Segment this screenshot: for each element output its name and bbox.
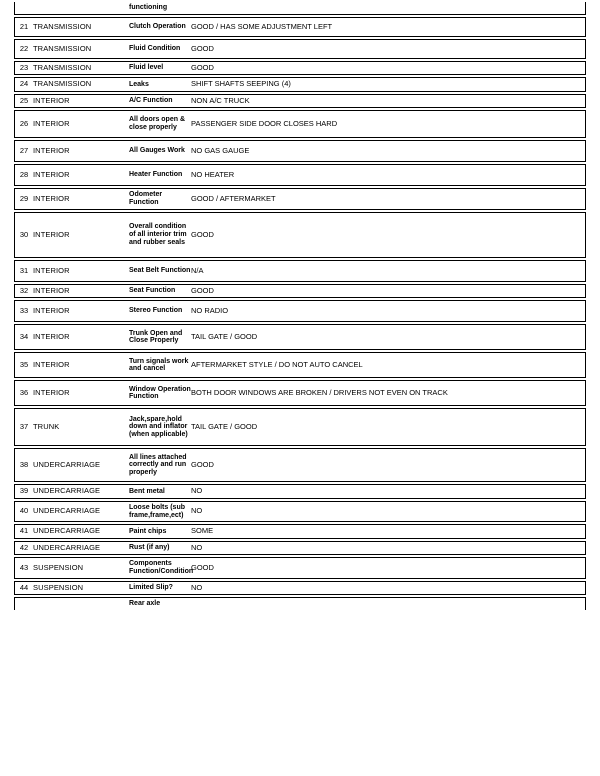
table-row bbox=[14, 61, 586, 75]
row-note: GOOD / HAS SOME ADJUSTMENT LEFT bbox=[191, 17, 586, 37]
row-item: Odometer Function bbox=[129, 188, 191, 210]
row-item: Stereo Function bbox=[129, 300, 191, 322]
row-item: Heater Function bbox=[129, 164, 191, 186]
row-note: NO RADIO bbox=[191, 300, 586, 322]
table-row bbox=[14, 164, 586, 186]
row-note bbox=[191, 597, 586, 610]
inspection-table bbox=[14, 0, 586, 612]
row-item: Overall condition of all interior trim and rubber seals bbox=[129, 212, 191, 258]
row-note: GOOD bbox=[191, 448, 586, 482]
table-row bbox=[14, 94, 586, 108]
row-item: Clutch Operation bbox=[129, 17, 191, 37]
row-item: Loose bolts (sub frame,frame,ect) bbox=[129, 501, 191, 523]
row-system: SUSPENSION bbox=[33, 581, 129, 595]
row-note: GOOD / AFTERMARKET bbox=[191, 188, 586, 210]
row-note: NON A/C TRUCK bbox=[191, 94, 586, 108]
row-note: NO GAS GAUGE bbox=[191, 140, 586, 162]
row-system bbox=[33, 597, 129, 610]
row-note: GOOD bbox=[191, 212, 586, 258]
row-note: NO bbox=[191, 501, 586, 523]
row-number: 34 bbox=[14, 324, 33, 350]
table-row bbox=[14, 284, 586, 298]
row-number: 23 bbox=[14, 61, 33, 75]
row-item: Fluid level bbox=[129, 61, 191, 75]
row-system: TRANSMISSION bbox=[33, 61, 129, 75]
row-item: Rear axle bbox=[129, 597, 191, 610]
row-item: Rust (if any) bbox=[129, 541, 191, 555]
row-system bbox=[33, 2, 129, 15]
row-system: UNDERCARRIAGE bbox=[33, 541, 129, 555]
row-note: TAIL GATE / GOOD bbox=[191, 408, 586, 446]
row-note: PASSENGER SIDE DOOR CLOSES HARD bbox=[191, 110, 586, 138]
row-number: 36 bbox=[14, 380, 33, 406]
row-item: Limited Slip? bbox=[129, 581, 191, 595]
row-system: TRANSMISSION bbox=[33, 17, 129, 37]
table-row bbox=[14, 501, 586, 523]
table-row bbox=[14, 17, 586, 37]
table-row bbox=[14, 140, 586, 162]
row-number: 22 bbox=[14, 39, 33, 59]
table-row bbox=[14, 408, 586, 446]
row-system: TRANSMISSION bbox=[33, 39, 129, 59]
row-system: INTERIOR bbox=[33, 324, 129, 350]
row-note: NO HEATER bbox=[191, 164, 586, 186]
row-system: INTERIOR bbox=[33, 94, 129, 108]
row-number: 27 bbox=[14, 140, 33, 162]
row-number: 40 bbox=[14, 501, 33, 523]
table-row bbox=[14, 260, 586, 282]
row-note: GOOD bbox=[191, 61, 586, 75]
table-row bbox=[14, 77, 586, 91]
row-item: Window Operation Function bbox=[129, 380, 191, 406]
row-item: Fluid Condition bbox=[129, 39, 191, 59]
row-number: 33 bbox=[14, 300, 33, 322]
row-number: 32 bbox=[14, 284, 33, 298]
row-system: INTERIOR bbox=[33, 380, 129, 406]
row-note: NO bbox=[191, 484, 586, 498]
row-item: functioning bbox=[129, 2, 191, 15]
row-note: N/A bbox=[191, 260, 586, 282]
row-system: UNDERCARRIAGE bbox=[33, 448, 129, 482]
row-note: GOOD bbox=[191, 557, 586, 579]
table-row bbox=[14, 581, 586, 595]
row-number: 35 bbox=[14, 352, 33, 378]
row-number: 26 bbox=[14, 110, 33, 138]
table-row bbox=[14, 380, 586, 406]
table-row bbox=[14, 300, 586, 322]
row-note: TAIL GATE / GOOD bbox=[191, 324, 586, 350]
row-system: INTERIOR bbox=[33, 300, 129, 322]
row-system: INTERIOR bbox=[33, 110, 129, 138]
row-item: All Gauges Work bbox=[129, 140, 191, 162]
row-item: All lines attached correctly and run properly bbox=[129, 448, 191, 482]
row-system: TRANSMISSION bbox=[33, 77, 129, 91]
row-number: 29 bbox=[14, 188, 33, 210]
table-row-partial-top bbox=[14, 2, 586, 15]
row-system: INTERIOR bbox=[33, 188, 129, 210]
row-item: Jack,spare,hold down and inflator (when applicable) bbox=[129, 408, 191, 446]
row-system: INTERIOR bbox=[33, 260, 129, 282]
row-number: 30 bbox=[14, 212, 33, 258]
row-system: INTERIOR bbox=[33, 284, 129, 298]
row-note: NO bbox=[191, 541, 586, 555]
row-system: INTERIOR bbox=[33, 212, 129, 258]
row-number bbox=[14, 597, 33, 610]
row-note: BOTH DOOR WINDOWS ARE BROKEN / DRIVERS NOT EVEN ON TRACK bbox=[191, 380, 586, 406]
table-row bbox=[14, 484, 586, 498]
row-number: 24 bbox=[14, 77, 33, 91]
table-row bbox=[14, 541, 586, 555]
table-row bbox=[14, 188, 586, 210]
inspection-table-body bbox=[14, 2, 586, 610]
row-number bbox=[14, 2, 33, 15]
row-number: 42 bbox=[14, 541, 33, 555]
table-row bbox=[14, 524, 586, 538]
table-row bbox=[14, 448, 586, 482]
row-note: GOOD bbox=[191, 284, 586, 298]
row-system: UNDERCARRIAGE bbox=[33, 484, 129, 498]
row-number: 37 bbox=[14, 408, 33, 446]
row-number: 31 bbox=[14, 260, 33, 282]
row-number: 28 bbox=[14, 164, 33, 186]
row-item: Seat Function bbox=[129, 284, 191, 298]
row-item: Components Function/Condition bbox=[129, 557, 191, 579]
row-number: 21 bbox=[14, 17, 33, 37]
table-row-partial-bottom bbox=[14, 597, 586, 610]
row-number: 44 bbox=[14, 581, 33, 595]
table-row bbox=[14, 324, 586, 350]
table-row bbox=[14, 212, 586, 258]
table-row bbox=[14, 39, 586, 59]
row-number: 41 bbox=[14, 524, 33, 538]
row-number: 39 bbox=[14, 484, 33, 498]
row-note: SHIFT SHAFTS SEEPING (4) bbox=[191, 77, 586, 91]
row-number: 25 bbox=[14, 94, 33, 108]
row-number: 38 bbox=[14, 448, 33, 482]
row-note: GOOD bbox=[191, 39, 586, 59]
row-system: SUSPENSION bbox=[33, 557, 129, 579]
row-note: AFTERMARKET STYLE / DO NOT AUTO CANCEL bbox=[191, 352, 586, 378]
row-system: UNDERCARRIAGE bbox=[33, 501, 129, 523]
row-item: Trunk Open and Close Properly bbox=[129, 324, 191, 350]
row-item: All doors open & close properly bbox=[129, 110, 191, 138]
table-row bbox=[14, 352, 586, 378]
table-row bbox=[14, 110, 586, 138]
table-row bbox=[14, 557, 586, 579]
row-note: SOME bbox=[191, 524, 586, 538]
row-item: Seat Belt Function bbox=[129, 260, 191, 282]
row-item: Turn signals work and cancel bbox=[129, 352, 191, 378]
row-system: TRUNK bbox=[33, 408, 129, 446]
row-note bbox=[191, 2, 586, 15]
row-system: INTERIOR bbox=[33, 352, 129, 378]
row-item: Bent metal bbox=[129, 484, 191, 498]
row-item: Paint chips bbox=[129, 524, 191, 538]
row-item: A/C Function bbox=[129, 94, 191, 108]
row-number: 43 bbox=[14, 557, 33, 579]
row-item: Leaks bbox=[129, 77, 191, 91]
row-system: INTERIOR bbox=[33, 140, 129, 162]
row-system: UNDERCARRIAGE bbox=[33, 524, 129, 538]
row-note: NO bbox=[191, 581, 586, 595]
row-system: INTERIOR bbox=[33, 164, 129, 186]
